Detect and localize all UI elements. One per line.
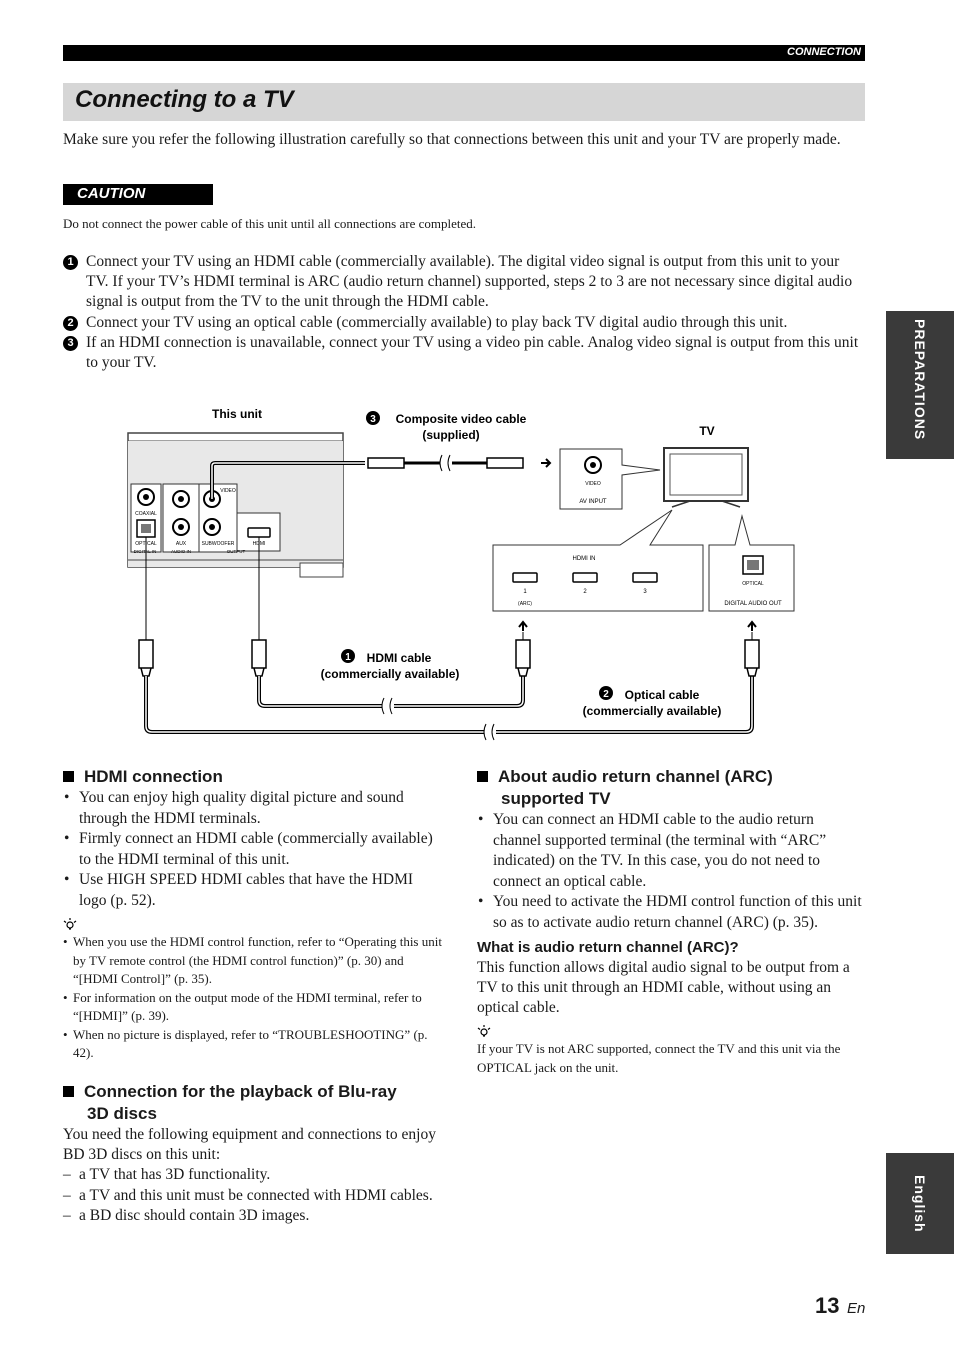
step-text: Connect your TV using an HDMI cable (commercially available). The digital video signal is output from this unit to your TV. If your TV’s HDMI terminal is ARC (audio return channel) supported, steps 2 to 3 are not necessary since digital audio signal is output from the TV to the unit through the HDMI cable. <box>86 253 853 310</box>
intro-text: Make sure you refer the following illustration carefully so that connections between this unit and your TV are properly made. <box>63 131 841 148</box>
square-bullet-icon <box>477 771 488 782</box>
page-title: Connecting to a TV <box>75 86 294 113</box>
step-text: If an HDMI connection is unavailable, connect your TV using a video pin cable. Analog video signal is output from this unit to your TV. <box>86 334 859 371</box>
side-tab-preparations: PREPARATIONS <box>886 311 954 459</box>
section-label: CONNECTION <box>787 46 861 58</box>
square-bullet-icon <box>63 771 74 782</box>
unit-rear-panel <box>128 433 343 577</box>
list-item: • When no picture is displayed, refer to “TROUBLESHOOTING” (p. 42). <box>63 1026 443 1063</box>
hint-icon <box>63 917 443 933</box>
hdmi-label: HDMI <box>252 541 266 547</box>
tv-digital-audio-out-label: DIGITAL AUDIO OUT <box>724 601 782 607</box>
hdmi-number: 1 <box>345 652 351 663</box>
step-number: 2 <box>63 316 78 331</box>
subwoofer-label: SUBWOOFER <box>201 541 235 547</box>
video-label: VIDEO <box>220 488 236 494</box>
tv-av-input-label: AV INPUT <box>579 499 607 505</box>
optical-label: OPTICAL <box>135 541 157 547</box>
output-label: OUTPUT <box>226 549 246 554</box>
audio-in-label: AUDIO IN <box>170 549 192 554</box>
tv-hdmi-in-box <box>493 510 703 611</box>
composite-number: 3 <box>370 414 376 425</box>
tv-video-label: VIDEO <box>585 481 601 487</box>
hdmi-cable-label-line1: HDMI cable <box>366 651 432 665</box>
list-item: • You need to activate the HDMI control function of this unit so as to activate audio return channel (ARC) (p. 35). <box>477 892 865 933</box>
arc-heading: About audio return channel (ARC) supported TV <box>477 766 865 810</box>
step-number: 3 <box>63 336 78 351</box>
list-item: – a TV and this unit must be connected with HDMI cables. <box>63 1186 443 1207</box>
caution-label: CAUTION <box>77 185 146 202</box>
hdmi-connection-heading: HDMI connection <box>63 766 443 788</box>
tv-digital-audio-out-box <box>709 516 794 611</box>
page-language-suffix: En <box>847 1300 866 1317</box>
hdmi-cable-label-line2: (commercially available) <box>320 667 460 681</box>
optical-cable-label-line2: (commercially available) <box>582 704 722 718</box>
list-item: – a BD disc should contain 3D images. <box>63 1206 443 1227</box>
tv-label: TV <box>699 424 715 438</box>
list-item: – a TV that has 3D functionality. <box>63 1165 443 1186</box>
square-bullet-icon <box>63 1086 74 1097</box>
arc-note: If your TV is not ARC supported, connect the TV and this unit via the OPTICAL jack on the unit. <box>477 1041 841 1075</box>
list-item: • Firmly connect an HDMI cable (commercially available) to the HDMI terminal of this unit. <box>63 829 443 870</box>
tv-illustration <box>664 448 748 507</box>
list-item: • You can connect an HDMI cable to the audio return channel supported terminal (the terminal with “ARC” indicated) on the TV. In this case, you do not need to connect an optical cable. <box>477 810 865 892</box>
tv-hdmi-port-3: 3 <box>643 589 647 595</box>
arc-section <box>477 766 865 1077</box>
arc-subheading: What is audio return channel (ARC)? <box>477 939 739 956</box>
tv-av-input-box <box>560 449 660 509</box>
aux-label: AUX <box>175 541 187 547</box>
page-number: 13 <box>815 1293 840 1318</box>
bluray-3d-heading: Connection for the playback of Blu-ray 3D discs <box>63 1081 443 1125</box>
optical-number: 2 <box>603 689 609 700</box>
list-item: • When you use the HDMI control function, refer to “Operating this unit by TV remote control (the HDMI control function)” (p. 30) and “[HDMI Control]” (p. 35). <box>63 933 443 989</box>
arc-description: This function allows digital audio signal to be output from a TV to this unit through an HDMI cable, without using an optical cable. <box>477 959 850 1016</box>
bluray-3d-intro: You need the following equipment and connections to enjoy BD 3D discs on this unit: <box>63 1126 436 1163</box>
side-tab-english: English <box>886 1153 954 1254</box>
list-item: • You can enjoy high quality digital picture and sound through the HDMI terminals. <box>63 788 443 829</box>
coaxial-label: COAXIAL <box>135 511 157 517</box>
tv-hdmi-port-2: 2 <box>583 589 587 595</box>
arc-bullet-list <box>477 810 865 933</box>
step-text: Connect your TV using an optical cable (commercially available) to play back TV digital audio through this unit. <box>86 314 788 331</box>
hint-icon <box>477 1024 865 1040</box>
list-item: • Use HIGH SPEED HDMI cables that have the HDMI logo (p. 52). <box>63 870 443 911</box>
hdmi-bullet-list <box>63 788 443 911</box>
hdmi-connection-section <box>63 766 443 1063</box>
composite-label-line1: Composite video cable <box>395 412 527 426</box>
caution-text: Do not connect the power cable of this unit until all connections are completed. <box>63 216 476 231</box>
tv-arc-label: (ARC) <box>518 601 532 607</box>
composite-label-line2: (supplied) <box>422 428 480 442</box>
tv-optical-label: OPTICAL <box>742 581 764 587</box>
tv-hdmi-in-label: HDMI IN <box>572 556 596 562</box>
bluray-3d-list <box>63 1165 443 1227</box>
bluray-3d-section <box>63 1081 443 1227</box>
digital-in-label: DIGITAL IN <box>133 549 157 554</box>
list-item: • For information on the output mode of the HDMI terminal, refer to “[HDMI]” (p. 39). <box>63 989 443 1026</box>
tv-hdmi-port-1: 1 <box>523 589 527 595</box>
step-number: 1 <box>63 255 78 270</box>
optical-cable-label-line1: Optical cable <box>624 688 700 702</box>
hdmi-notes-list <box>63 933 443 1063</box>
this-unit-label: This unit <box>212 407 262 421</box>
